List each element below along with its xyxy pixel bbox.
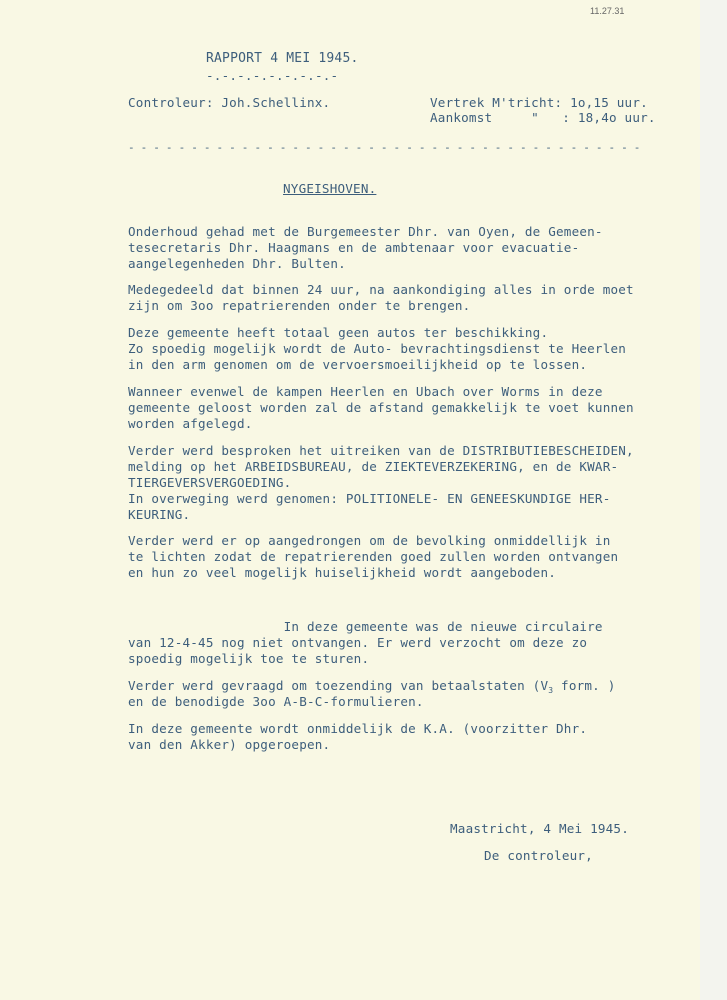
paragraph-line: aangelegenheden Dhr. Bulten. bbox=[128, 256, 346, 271]
paragraph-line: In overweging werd genomen: POLITIONELE- EN GENEESKUNDIGE HER- bbox=[128, 491, 611, 506]
paragraph-line: Zo spoedig mogelijk wordt de Auto- bevrachtingsdienst te Heerlen bbox=[128, 341, 627, 356]
paragraph-line: tesecretaris Dhr. Haagmans en de ambtenaar voor evacuatie- bbox=[128, 240, 580, 255]
paragraph-line: Wanneer evenwel de kampen Heerlen en Ubach over Worms in deze bbox=[128, 384, 603, 399]
paragraph-line: en hun zo veel mogelijk huiselijkheid wordt aangeboden. bbox=[128, 565, 557, 580]
place-and-date: Maastricht, 4 Mei 1945. bbox=[450, 821, 629, 836]
paragraph-line: Verder werd besproken het uitreiken van de DISTRIBUTIEBESCHEIDEN, bbox=[128, 443, 634, 458]
paragraph-line: Deze gemeente heeft totaal geen autos ter beschikking. bbox=[128, 325, 549, 340]
signoff: De controleur, bbox=[484, 848, 593, 863]
subscript: 3 bbox=[548, 686, 554, 695]
archive-reference: 11.27.31 bbox=[590, 6, 625, 16]
paragraph-line: van 12-4-45 nog niet ontvangen. Er werd verzocht om deze zo bbox=[128, 635, 588, 650]
paragraph-line: Onderhoud gehad met de Burgemeester Dhr. van Oyen, de Gemeen- bbox=[128, 224, 603, 239]
paragraph-line: van den Akker) opgeroepen. bbox=[128, 737, 331, 752]
paragraph-line: Medegedeeld dat binnen 24 uur, na aankondiging alles in orde moet bbox=[128, 282, 634, 297]
controleur-line: Controleur: Joh.Schellinx. bbox=[128, 95, 331, 110]
paragraph-line: en de benodigde 3oo A-B-C-formulieren. bbox=[128, 694, 424, 709]
paragraph-line: gemeente geloost worden zal de afstand gemakkelijk te voet kunnen bbox=[128, 400, 634, 415]
paragraph-line: zijn om 3oo repatrierenden onder te brengen. bbox=[128, 298, 471, 313]
departure-line: Vertrek M'tricht: 1o,15 uur. bbox=[430, 95, 648, 110]
paragraph-text: form. ) bbox=[553, 678, 616, 693]
section-heading: NYGEISHOVEN. bbox=[283, 181, 377, 196]
paragraph-text: Verder werd gevraagd om toezending van betaalstaten (V bbox=[128, 678, 549, 693]
paragraph-line: te lichten zodat de repatrierenden goed zullen worden ontvangen bbox=[128, 549, 619, 564]
paragraph-line: In deze gemeente wordt onmiddelijk de K.A. (voorzitter Dhr. bbox=[128, 721, 588, 736]
arrival-line: Aankomst " : 18,4o uur. bbox=[430, 110, 656, 125]
paragraph-line: Verder werd er op aangedrongen om de bevolking onmiddellijk in bbox=[128, 533, 611, 548]
title-rule: -.-.-.-.-.-.-.-.- bbox=[206, 68, 339, 83]
report-title: RAPPORT 4 MEI 1945. bbox=[206, 51, 359, 66]
paragraph-line: spoedig mogelijk toe te sturen. bbox=[128, 651, 370, 666]
paragraph-line: worden afgelegd. bbox=[128, 416, 253, 431]
section-divider: - - - - - - - - - - - - - - - - - - - - - - - - - - - - - - - - - - - - - - - - - bbox=[128, 141, 641, 154]
paragraph-line: TIERGEVERSVERGOEDING. bbox=[128, 475, 292, 490]
scan-margin bbox=[700, 0, 727, 1000]
paragraph-line: melding op het ARBEIDSBUREAU, de ZIEKTEVERZEKERING, en de KWAR- bbox=[128, 459, 619, 474]
paragraph-line: In deze gemeente was de nieuwe circulaire bbox=[128, 619, 603, 634]
paragraph-line: KEURING. bbox=[128, 507, 191, 522]
paragraph-line: in den arm genomen om de vervoersmoeilijkheid op te lossen. bbox=[128, 357, 588, 372]
